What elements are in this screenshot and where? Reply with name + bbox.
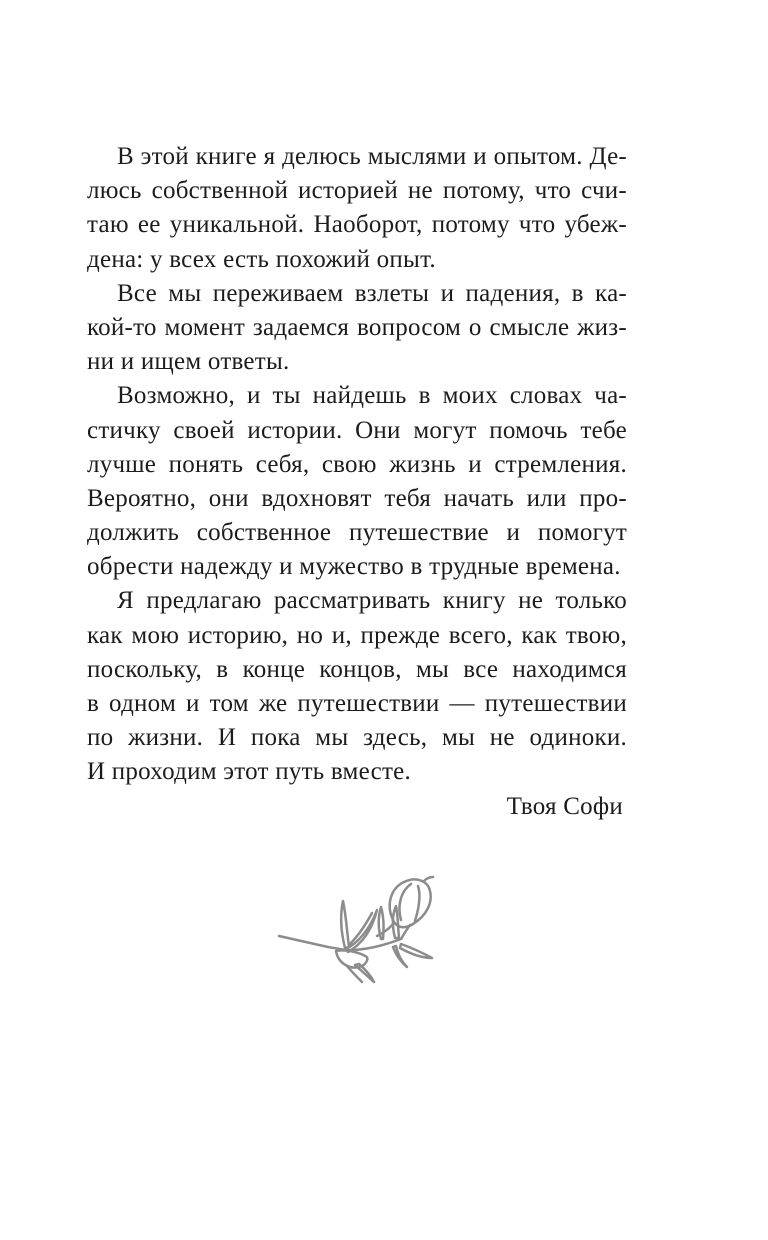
stem [279, 936, 345, 950]
leaf-vein [350, 913, 372, 944]
leaf [400, 944, 432, 958]
text-line: Возможно, и ты найдешь в моих словах ча- [117, 382, 627, 410]
leaf [393, 906, 399, 938]
paragraph [87, 584, 627, 789]
text-line: должить собственное путешествие и помогут [87, 519, 627, 547]
leaf [346, 910, 377, 952]
rosebud-petal [415, 886, 419, 921]
text-line: Все мы переживаем взлеты и падения, в ка- [117, 279, 627, 307]
text-line: люсь собственной историей не потому, что счи- [87, 177, 627, 205]
rosebud-tip [424, 877, 433, 881]
sepal [377, 923, 394, 936]
paragraph [87, 277, 627, 380]
text-line: Вероятно, они вдохновят тебя начать или про- [87, 484, 627, 512]
leaf [336, 950, 367, 967]
text-line: дена: у всех есть похожий опыт. [87, 245, 436, 273]
text-line: И проходим этот путь вместе. [87, 758, 411, 786]
leaf [355, 964, 374, 982]
rosebud-petal [399, 884, 411, 920]
text-line: как мою историю, но и, прежде всего, как твою, [87, 621, 627, 649]
text-line: в одном и том же путешествии — путешествии [87, 690, 627, 717]
text-line: В этой книге я делюсь мыслями и опытом. Де- [117, 143, 627, 170]
rosebud [390, 879, 431, 927]
text-line: поскольку, в конце концов, мы все находимся [87, 655, 627, 683]
leaf [379, 907, 384, 939]
text-line: лучше понять себя, свою жизнь и стремления. [87, 450, 627, 478]
text-line: Я предлагаю рассматривать книгу не только [117, 587, 627, 615]
paragraph [87, 379, 627, 584]
stem [345, 925, 410, 950]
paragraph [87, 140, 627, 277]
signature: Твоя Софи [506, 792, 623, 820]
leaf [341, 901, 349, 948]
body-text [87, 140, 627, 824]
text-line: кой-то момент задаемся вопросом о смысле жиз- [87, 313, 627, 341]
text-line: таю ее уникальной. Наоборот, потому что убеж- [87, 211, 627, 239]
text-line: обрести надежду и мужество в трудные времена. [87, 553, 621, 581]
leaf [347, 966, 362, 982]
text-line: стичку своей истории. Они могут помочь тебе [87, 416, 627, 444]
text-line: ни и ищем ответы. [87, 348, 290, 376]
leaf [393, 946, 407, 967]
text-line: по жизни. И пока мы здесь, мы не одиноки. [87, 724, 627, 752]
